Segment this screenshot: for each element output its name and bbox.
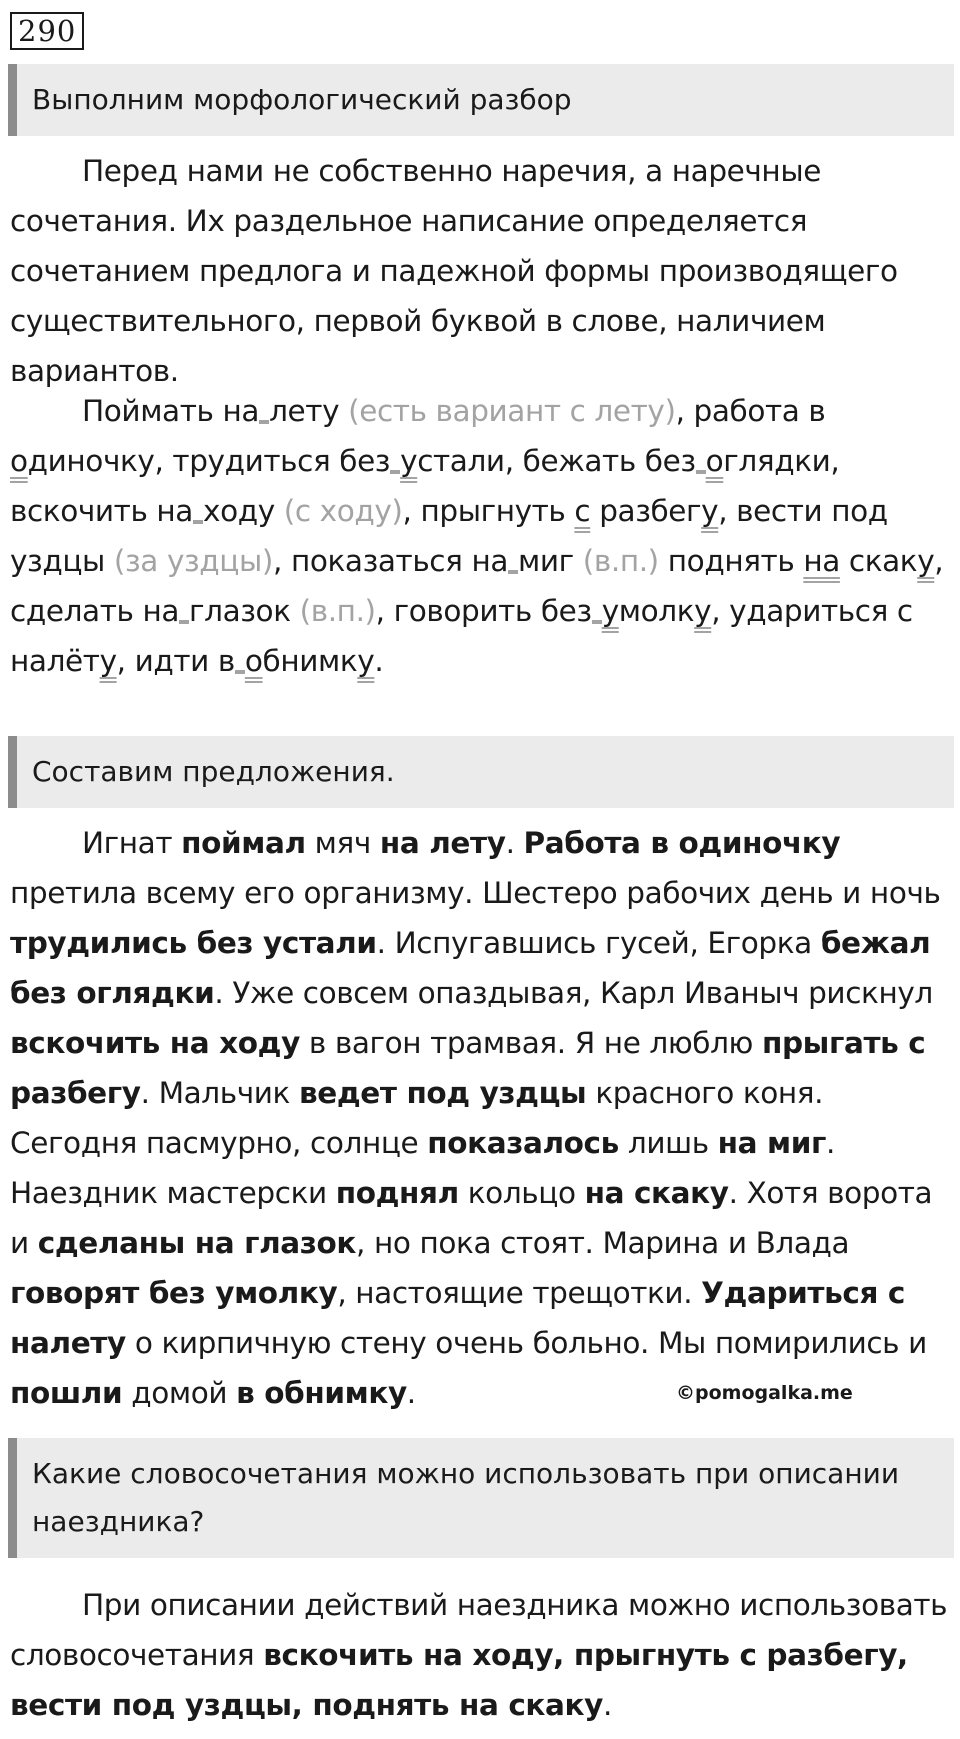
marked-letter: у [601,594,619,628]
task-number: 290 [10,12,84,50]
section-heading-sentences: Составим предложения. [8,736,954,808]
text: претила всему его организму. Шестеро рабочих день и ночь [10,876,941,910]
text: , работа в [675,394,826,428]
text: бнимк [262,644,358,678]
bold-phrase: на лету [379,826,506,860]
space-mark [179,614,189,624]
marked-letter: у [99,644,117,678]
bold-phrase: вскочить на ходу [10,1026,300,1060]
space-mark [235,664,245,674]
paragraph-answer [10,1580,954,1730]
bold-phrase: поймал [181,826,306,860]
marked-letter: о [244,644,263,678]
space-mark [259,414,269,424]
bold-phrase: Удариться с налету [10,1276,905,1360]
marked-letter: о [10,444,28,478]
text: Поймать на [82,394,260,428]
text: глядки, вскочить на [10,444,840,528]
bold-phrase: прыгать с разбегу [10,1026,926,1110]
text: в вагон трамвая. Я не люблю [308,1026,753,1060]
bold-phrase: пошли [10,1376,123,1410]
bold-phrase: Работа в одиночку [523,826,841,860]
text: глазок [189,594,291,628]
bold-phrase: на миг [717,1126,827,1160]
text: , идти в [116,644,235,678]
space-mark [193,514,203,524]
text: скак [848,544,918,578]
marked-letter: у [917,544,935,578]
text: разбег [599,494,702,528]
text: . Наездник мастерски [10,1126,836,1210]
text: , вести под уздцы [10,494,888,578]
bold-phrase: показалось [427,1126,619,1160]
text: диночку, трудиться без [27,444,391,478]
text: . Испугавшись гусей, Егорка [376,926,812,960]
text: о кирпичную стену очень больно. Мы помирились и [134,1326,927,1360]
text: . Уже совсем опаздывая, Карл Иваныч рискнул [214,976,933,1010]
marked-letter: с [574,494,591,528]
text: домой [131,1376,228,1410]
bold-phrase: на скаку [584,1176,729,1210]
text: При описании действий наездника можно использовать словосочетания [10,1588,948,1672]
space-mark [696,464,706,474]
section-heading-question: Какие словосочетания можно использовать при описании наездника? [8,1438,954,1558]
bold-phrase: поднял [335,1176,459,1210]
marked-letter: у [694,594,712,628]
bold-phrase: в обнимку [236,1376,407,1410]
variant-note: (с ходу) [283,494,403,528]
text: лишь [627,1126,709,1160]
text: Игнат [82,826,173,860]
text: , показаться на [272,544,509,578]
variant-note: (есть вариант с лету) [348,394,676,428]
marked-letter: у [357,644,375,678]
text: , настоящие трещотки. [337,1276,693,1310]
text: , говорить без [375,594,592,628]
paragraph-sentences [10,818,954,1418]
bold-phrase: бежал без оглядки [10,926,931,1010]
space-mark [390,464,400,474]
variant-note: (за уздцы) [113,544,273,578]
text: . Мальчик [140,1076,290,1110]
intro-text: Перед нами не собственно наречия, а наречные сочетания. Их раздельное написание определяется сочетанием предлога и падежной формы производящего существительного, первой буквой в слове, наличием вариантов. [10,154,898,388]
text: мяч [314,826,371,860]
text: кольцо [467,1176,576,1210]
text: . [505,826,515,860]
text: красного коня. Сегодня пасмурно, солнце [10,1076,824,1160]
bold-phrase: ведет под уздцы [298,1076,587,1110]
text: . [603,1688,612,1722]
space-mark [508,564,518,574]
bold-phrase: трудились без устали [10,926,377,960]
text: , но пока стоят. Марина и Влада [356,1226,850,1260]
bold-phrase: вскочить на ходу, прыгнуть с разбегу, вести под уздцы, поднять на скаку [10,1638,908,1722]
marked-prefix: на [803,544,840,578]
text: , удариться с налёт [10,594,913,678]
text: миг [518,544,574,578]
watermark: ©pomogalka.me [676,1382,853,1404]
text: поднять [667,544,795,578]
bold-phrase: сделаны на глазок [37,1226,357,1260]
case-note: (в.п.) [582,544,659,578]
bold-phrase: говорят без умолку [10,1276,338,1310]
marked-letter: у [701,494,719,528]
text: . [406,1376,416,1410]
section-heading-analysis: Выполним морфологический разбор [8,64,954,136]
text: молк [618,594,695,628]
text: . Хотя ворота и [10,1176,933,1260]
text: , сделать на [10,544,944,628]
paragraph-word-list [10,386,954,686]
marked-letter: о [705,444,724,478]
text: лету [269,394,340,428]
text: , прыгнуть [402,494,566,528]
paragraph-intro [10,146,954,396]
text: стали, бежать без [417,444,696,478]
text: ходу [203,494,275,528]
text: . [374,644,384,678]
marked-letter: у [400,444,418,478]
space-mark [592,614,602,624]
case-note: (в.п.) [299,594,376,628]
